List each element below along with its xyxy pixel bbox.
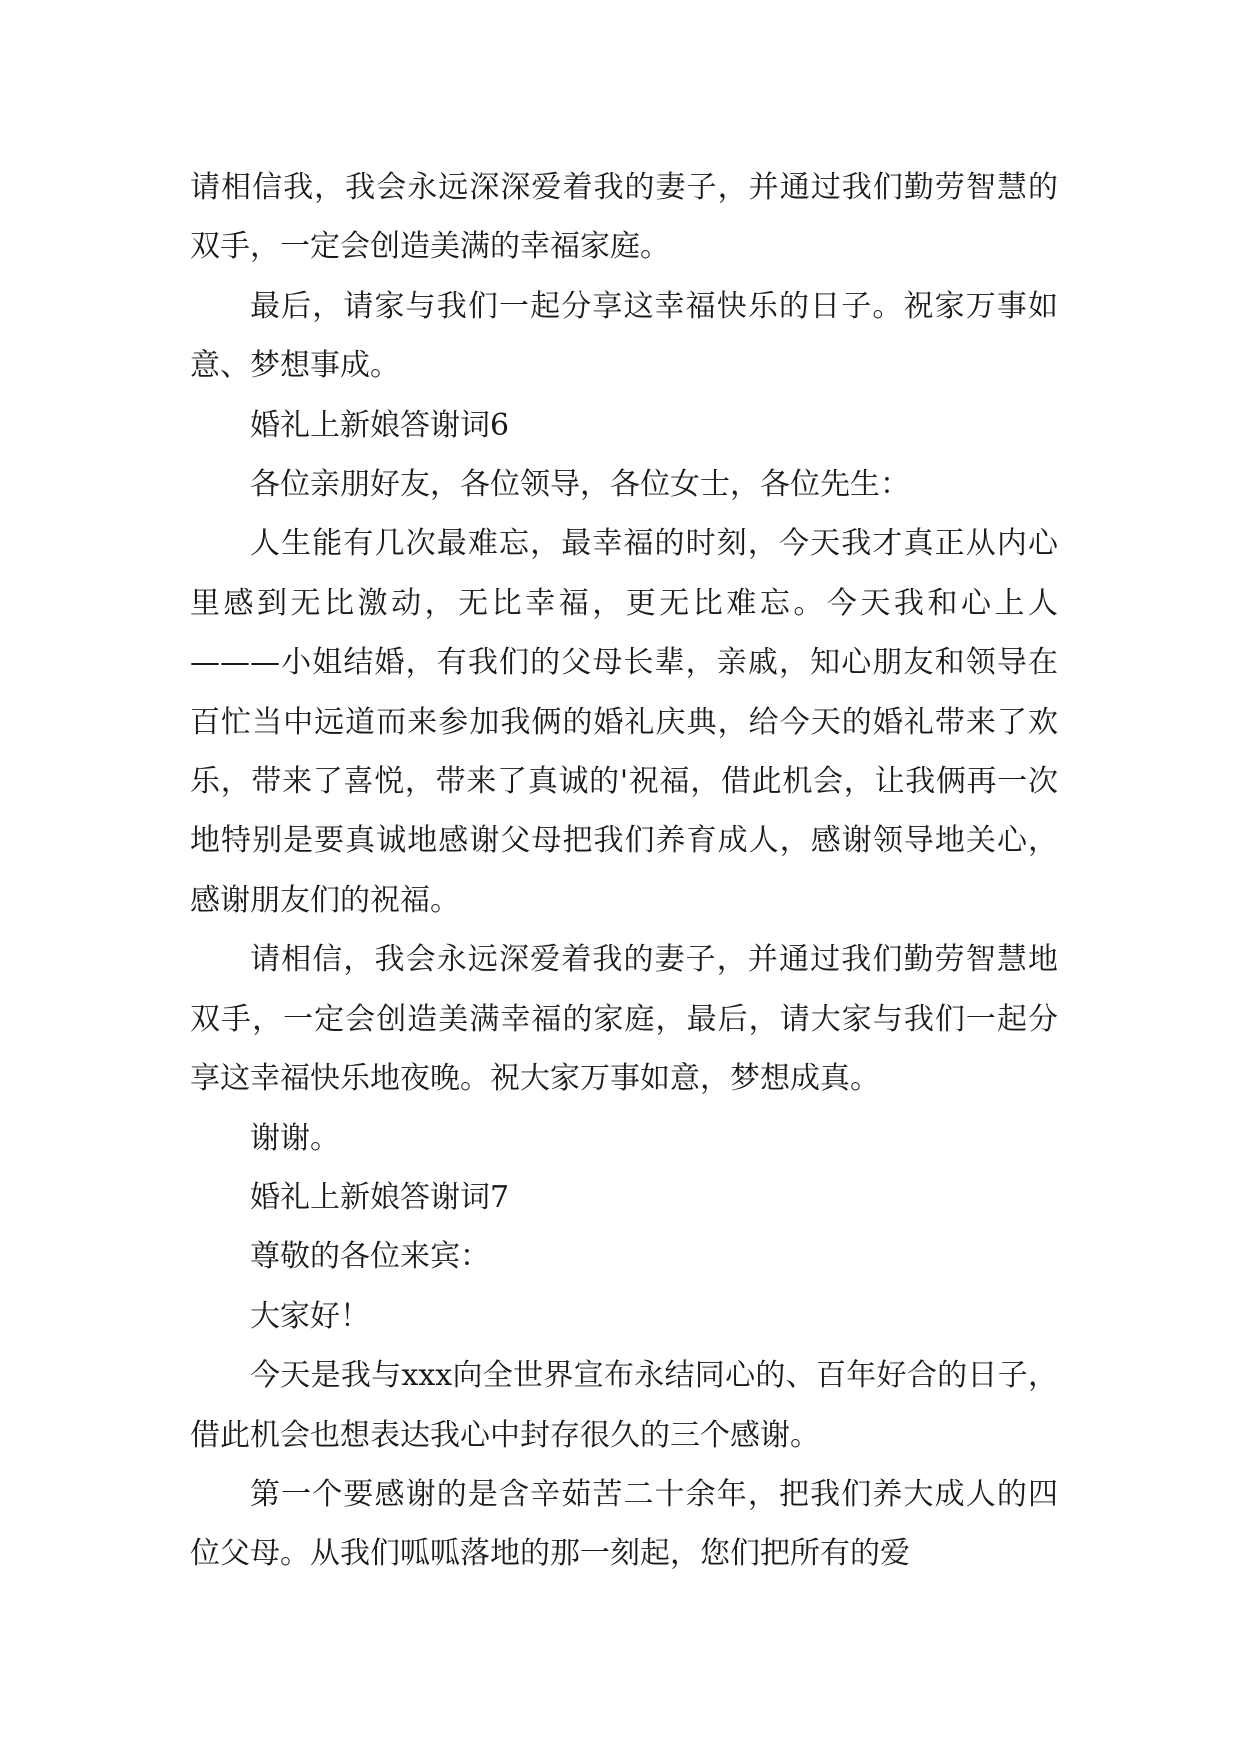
paragraph: 第一个要感谢的是含辛茹苦二十余年，把我们养大成人的四位父母。从我们呱呱落地的那一刻起，您们把所有的爱	[190, 1476, 1058, 1572]
paragraph: 最后，请家与我们一起分享这幸福快乐的日子。祝家万事如意、梦想事成。	[190, 288, 1058, 384]
paragraph: 人生能有几次最难忘，最幸福的时刻，今天我才真正从内心里感到无比激动，无比幸福，更无比难忘。今天我和心上人———小姐结婚，有我们的父母长辈，亲戚，知心朋友和领导在百忙当中远道而来参加我俩的婚礼庆典，给今天的婚礼带来了欢乐，带来了喜悦，带来了真诚的'祝福，借此机会，让我俩再一次地特别是要真诚地感谢父母把我们养育成人，感谢领导地关心，感谢朋友们的祝福。	[190, 526, 1058, 918]
document-body	[190, 158, 1058, 1584]
salutation: 尊敬的各位来宾：	[250, 1239, 490, 1275]
paragraph: 今天是我与xxx向全世界宣布永结同心的、百年好合的日子，借此机会也想表达我心中封存很久的三个感谢。	[190, 1358, 1058, 1453]
greeting: 大家好！	[250, 1298, 370, 1334]
section-heading: 婚礼上新娘答谢词7	[250, 1179, 510, 1215]
paragraph: 请相信，我会永远深爱着我的妻子，并通过我们勤劳智慧地双手，一定会创造美满幸福的家庭，最后，请大家与我们一起分享这幸福快乐地夜晚。祝大家万事如意，梦想成真。	[190, 942, 1058, 1097]
paragraph: 谢谢。	[250, 1120, 340, 1156]
paragraph: 请相信我，我会永远深深爱着我的妻子，并通过我们勤劳智慧的双手，一定会创造美满的幸福家庭。	[190, 170, 1058, 265]
salutation: 各位亲朋好友，各位领导，各位女士，各位先生：	[250, 467, 910, 503]
section-heading: 婚礼上新娘答谢词6	[250, 407, 510, 443]
